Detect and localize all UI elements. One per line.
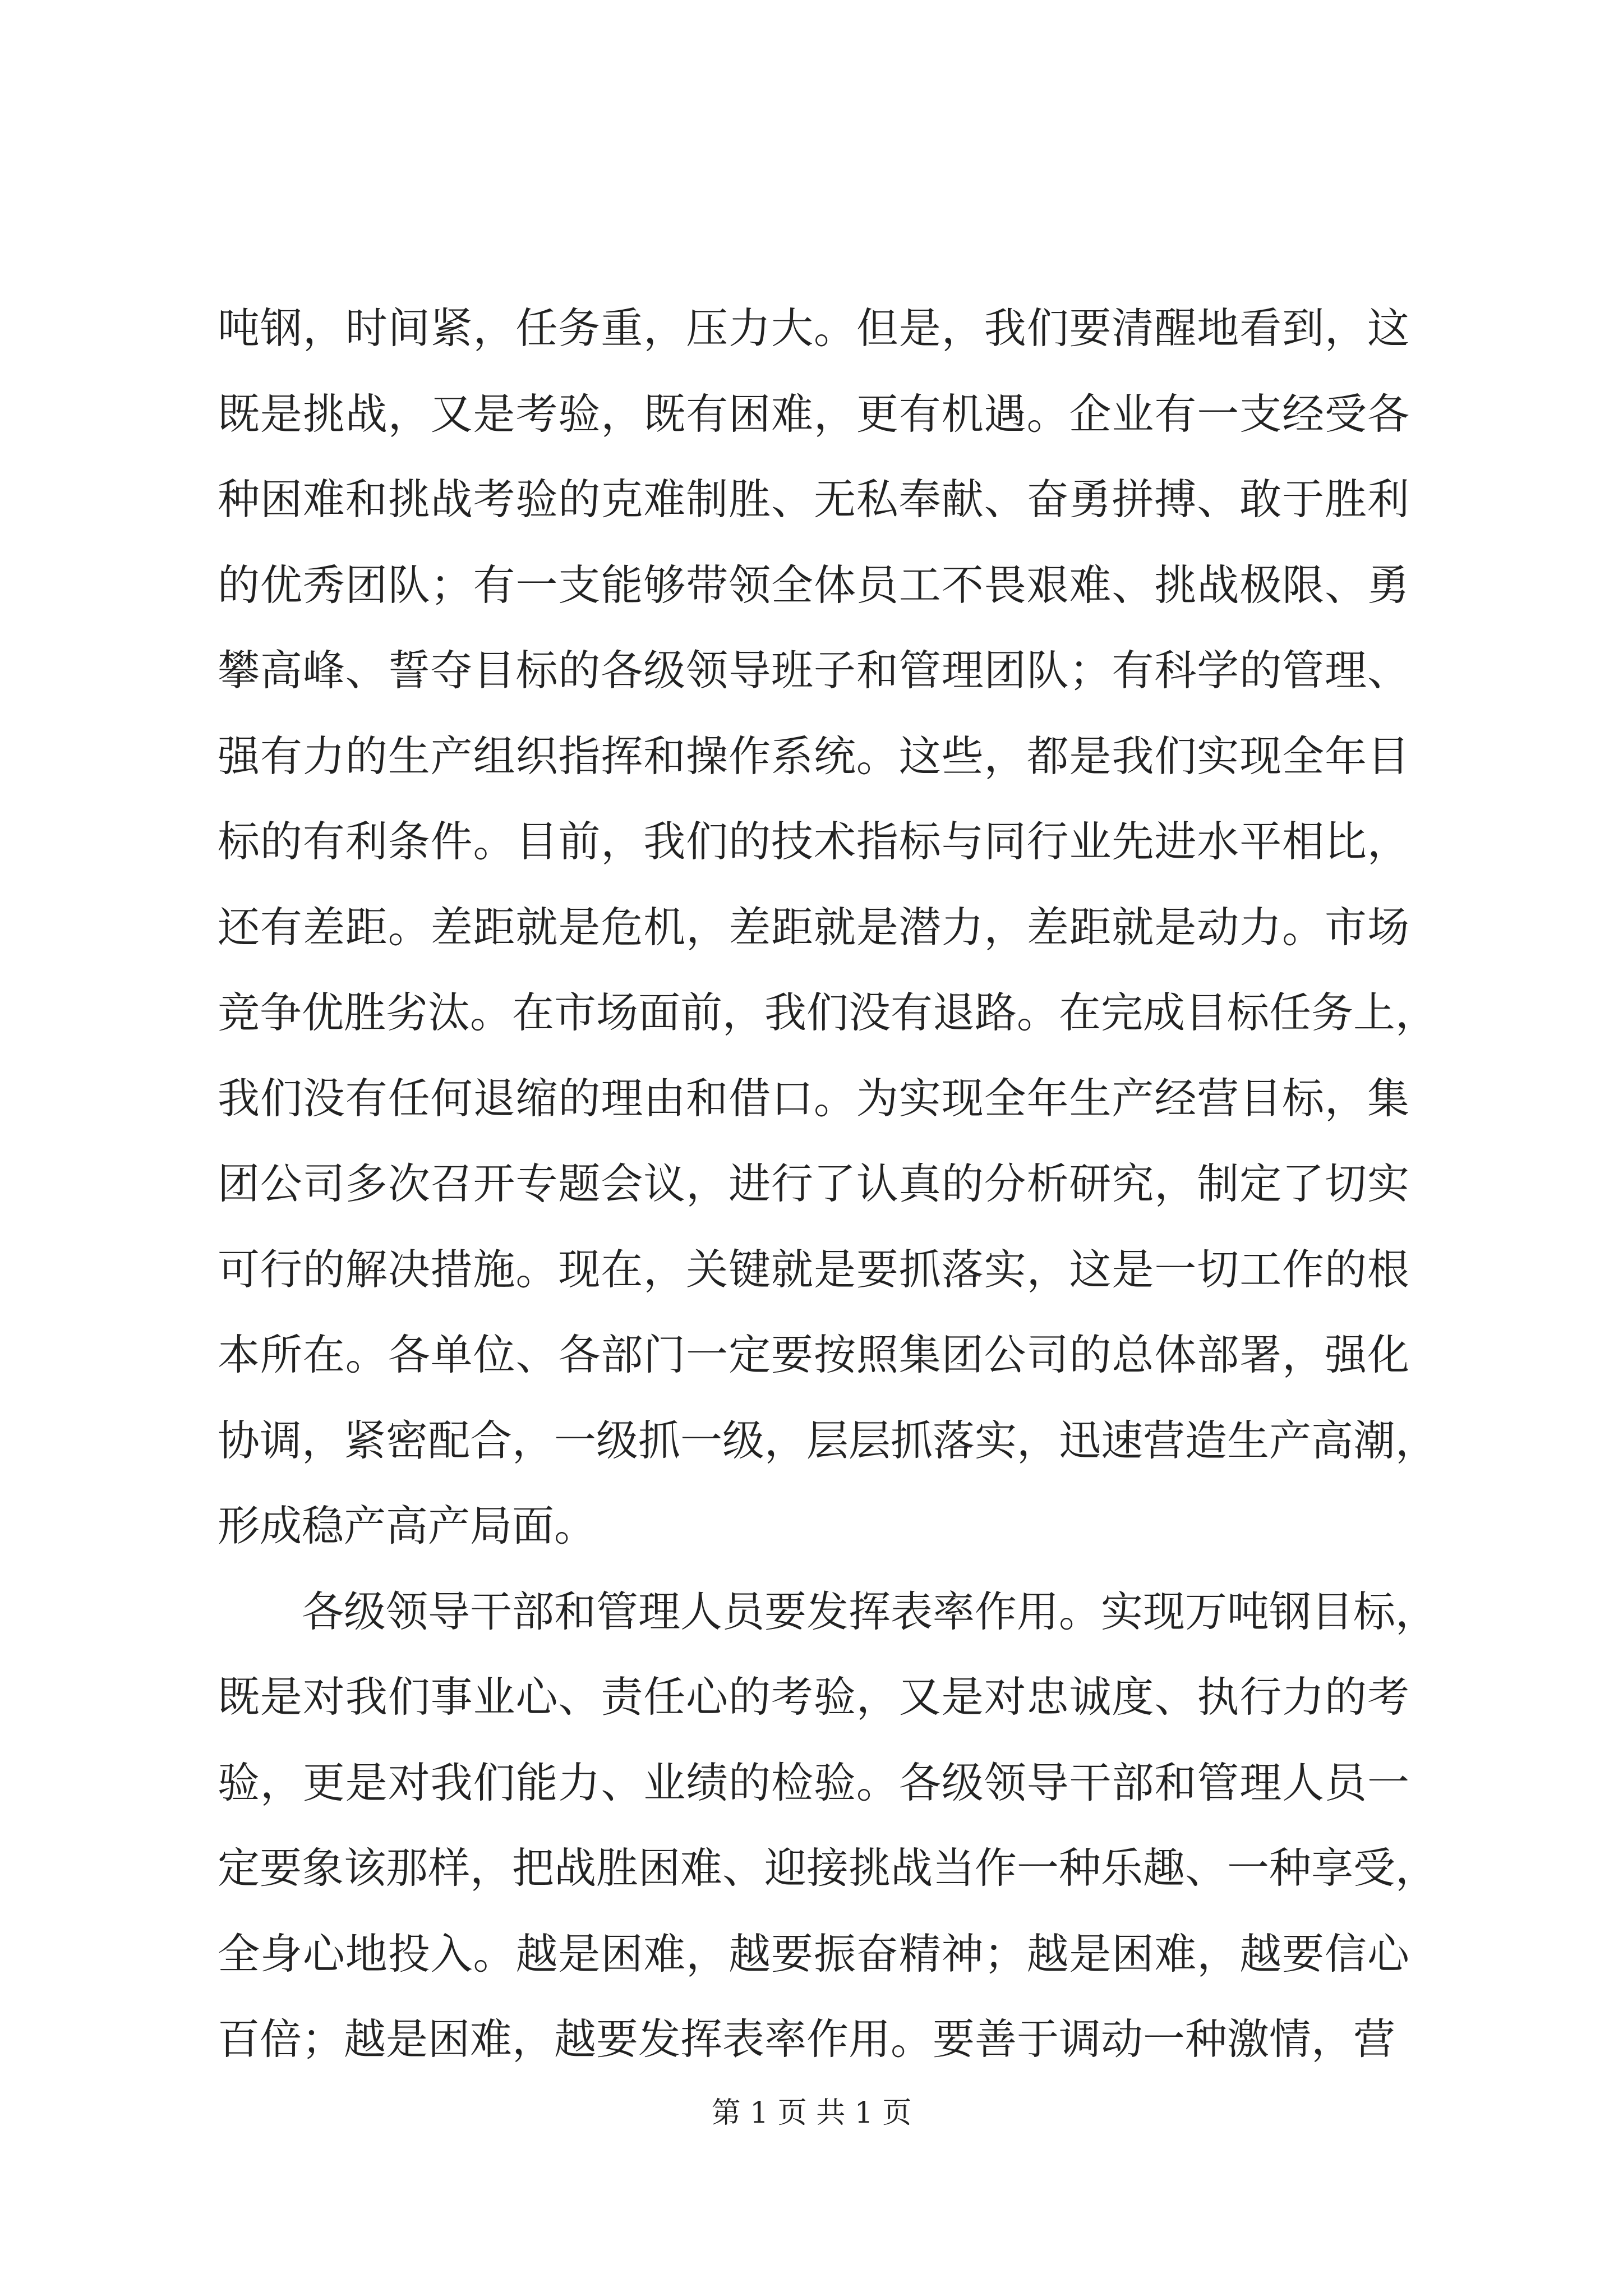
text-line: 既是对我们事业心、责任心的考验，又是对忠诚度、执行力的考 (218, 1672, 1409, 1722)
text-line: 既是挑战，又是考验，既有困难，更有机遇。企业有一支经受各 (218, 389, 1409, 439)
text-line: 可行的解决措施。现在，关键就是要抓落实，这是一切工作的根 (218, 1244, 1409, 1294)
page-footer: 第 1 页 共 1 页 (711, 2096, 912, 2130)
text-line: 强有力的生产组织指挥和操作系统。这些，都是我们实现全年目 (218, 731, 1409, 781)
text-line: 我们没有任何退缩的理由和借口。为实现全年生产经营目标，集 (218, 1073, 1409, 1123)
text-line: 还有差距。差距就是危机，差距就是潜力，差距就是动力。市场 (218, 902, 1409, 952)
text-line: 团公司多次召开专题会议，进行了认真的分析研究，制定了切实 (218, 1159, 1409, 1208)
text-line: 竞争优胜劣汰。在市场面前，我们没有退路。在完成目标任务上， (218, 988, 1438, 1037)
paragraph (218, 300, 1438, 1584)
text-line: 种困难和挑战考验的克难制胜、无私奉献、奋勇拼搏、敢于胜利 (218, 475, 1409, 524)
text-line: 全身心地投入。越是困难，越要振奋精神；越是困难，越要信心 (218, 1929, 1409, 1978)
text-line: 百倍；越是困难，越要发挥表率作用。要善于调动一种激情，营 (218, 2014, 1396, 2064)
text-line: 定要象该那样，把战胜困难、迎接挑战当作一种乐趣、一种享受， (218, 1843, 1438, 1893)
text-line: 标的有利条件。目前，我们的技术指标与同行业先进水平相比， (218, 817, 1409, 866)
text-line: 吨钢，时间紧，任务重，压力大。但是，我们要清醒地看到，这 (218, 303, 1409, 353)
text-line: 本所在。各单位、各部门一定要按照集团公司的总体部署，强化 (218, 1330, 1409, 1379)
text-line: 的优秀团队；有一支能够带领全体员工不畏艰难、挑战极限、勇 (218, 560, 1409, 610)
text-line: 各级领导干部和管理人员要发挥表率作用。实现万吨钢目标， (302, 1586, 1438, 1636)
text-line: 验，更是对我们能力、业绩的检验。各级领导干部和管理人员一 (218, 1757, 1409, 1807)
paragraph (218, 1584, 1438, 2097)
text-line: 攀高峰、誓夺目标的各级领导班子和管理团队；有科学的管理、 (218, 646, 1409, 695)
document-body (218, 300, 1438, 2097)
text-line: 形成稳产高产局面。 (218, 1501, 597, 1550)
text-line: 协调，紧密配合，一级抓一级，层层抓落实，迅速营造生产高潮， (218, 1415, 1438, 1465)
